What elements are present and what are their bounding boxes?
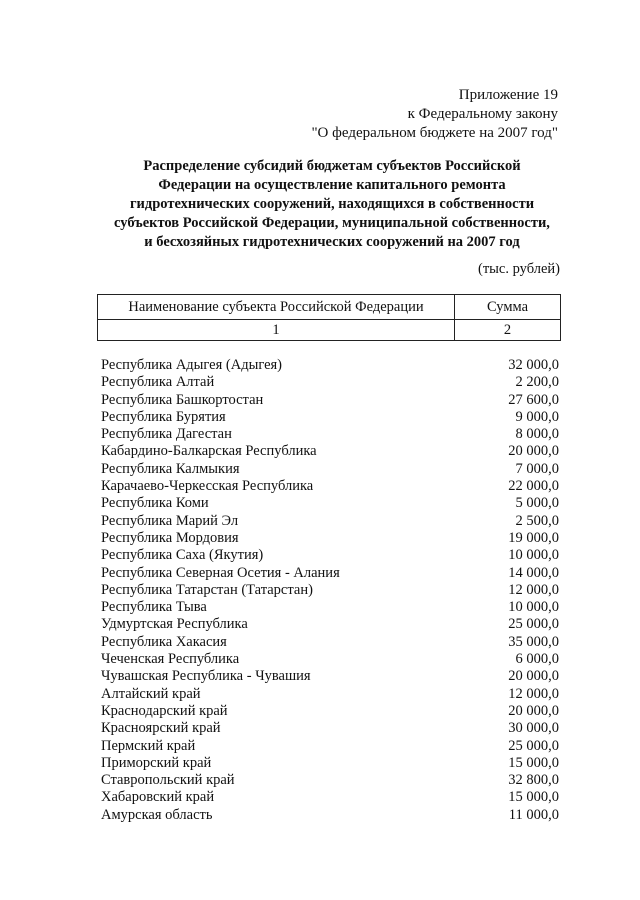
list-item bbox=[101, 392, 559, 409]
list-item bbox=[101, 634, 559, 651]
title-line: гидротехнических сооружений, находящихся в собственности bbox=[129, 196, 535, 212]
region-name: Алтайский край bbox=[101, 685, 201, 702]
list-item bbox=[101, 374, 559, 391]
subsidy-amount: 25 000,0 bbox=[508, 737, 559, 754]
subsidy-amount: 8 000,0 bbox=[515, 426, 559, 443]
region-name: Ставропольский край bbox=[101, 772, 235, 789]
document-title bbox=[90, 157, 574, 252]
column-header-amount: Сумма bbox=[455, 295, 561, 320]
region-name: Пермский край bbox=[101, 737, 196, 754]
appendix-header bbox=[311, 86, 558, 143]
region-name: Приморский край bbox=[101, 754, 212, 771]
subsidy-amount: 20 000,0 bbox=[508, 702, 559, 719]
table-header bbox=[97, 294, 561, 341]
region-name: Карачаево-Черкесская Республика bbox=[101, 478, 314, 495]
list-item bbox=[101, 668, 559, 685]
subsidy-amount: 6 000,0 bbox=[515, 651, 559, 668]
list-item bbox=[101, 720, 559, 737]
list-item bbox=[101, 357, 559, 374]
list-item bbox=[101, 807, 559, 824]
list-item bbox=[101, 547, 559, 564]
subsidy-amount: 20 000,0 bbox=[508, 443, 559, 460]
region-name: Амурская область bbox=[101, 806, 213, 823]
region-name: Чувашская Республика - Чувашия bbox=[101, 668, 311, 685]
region-name: Республика Коми bbox=[101, 495, 209, 512]
region-name: Республика Саха (Якутия) bbox=[101, 547, 264, 564]
region-name: Республика Бурятия bbox=[101, 408, 226, 425]
subsidy-amount: 35 000,0 bbox=[508, 633, 559, 650]
region-name: Чеченская Республика bbox=[101, 651, 240, 668]
list-item bbox=[101, 530, 559, 547]
subsidy-amount: 12 000,0 bbox=[508, 685, 559, 702]
region-name: Республика Дагестан bbox=[101, 426, 232, 443]
list-item bbox=[101, 582, 559, 599]
subsidy-amount: 19 000,0 bbox=[508, 529, 559, 546]
list-item bbox=[101, 495, 559, 512]
subsidy-amount: 10 000,0 bbox=[508, 547, 559, 564]
subsidy-amount: 20 000,0 bbox=[508, 668, 559, 685]
subsidy-amount: 12 000,0 bbox=[508, 581, 559, 598]
title-line: субъектов Российской Федерации, муниципальной собственности, bbox=[114, 215, 550, 231]
subsidy-amount: 22 000,0 bbox=[508, 478, 559, 495]
list-item bbox=[101, 478, 559, 495]
region-name: Республика Мордовия bbox=[101, 529, 239, 546]
region-name: Удмуртская Республика bbox=[101, 616, 248, 633]
subsidy-amount: 25 000,0 bbox=[508, 616, 559, 633]
list-item bbox=[101, 565, 559, 582]
title-line: и бесхозяйных гидротехнических сооружений на 2007 год bbox=[144, 234, 520, 250]
region-name: Республика Татарстан (Татарстан) bbox=[101, 581, 313, 598]
subsidy-amount: 14 000,0 bbox=[508, 564, 559, 581]
column-header-name: Наименование субъекта Российской Федерации bbox=[98, 295, 455, 320]
region-name: Республика Хакасия bbox=[101, 633, 227, 650]
region-name: Республика Адыгея (Адыгея) bbox=[101, 357, 283, 373]
list-item bbox=[101, 513, 559, 530]
subsidy-amount: 15 000,0 bbox=[508, 754, 559, 771]
list-item bbox=[101, 461, 559, 478]
list-item bbox=[101, 599, 559, 616]
list-item bbox=[101, 755, 559, 772]
subsidy-amount: 27 600,0 bbox=[508, 391, 559, 408]
column-number-amount: 2 bbox=[455, 320, 561, 341]
list-item bbox=[101, 426, 559, 443]
subsidy-list bbox=[101, 357, 559, 824]
column-number-name: 1 bbox=[98, 320, 455, 341]
subsidy-amount: 2 500,0 bbox=[515, 512, 559, 529]
region-name: Красноярский край bbox=[101, 720, 221, 737]
region-name: Республика Калмыкия bbox=[101, 460, 240, 477]
title-line: Распределение субсидий бюджетам субъектов Российской bbox=[143, 158, 521, 174]
region-name: Краснодарский край bbox=[101, 702, 228, 719]
list-item bbox=[101, 651, 559, 668]
subsidy-amount: 7 000,0 bbox=[515, 460, 559, 477]
subsidy-amount: 9 000,0 bbox=[515, 408, 559, 425]
subsidy-amount: 32 800,0 bbox=[508, 772, 559, 789]
list-item bbox=[101, 616, 559, 633]
subsidy-amount: 5 000,0 bbox=[515, 495, 559, 512]
appendix-number: Приложение 19 bbox=[458, 87, 558, 103]
list-item bbox=[101, 738, 559, 755]
appendix-law-ref: к Федеральному закону bbox=[407, 106, 558, 122]
region-name: Кабардино-Балкарская Республика bbox=[101, 443, 317, 460]
subsidy-amount: 2 200,0 bbox=[515, 374, 559, 391]
list-item bbox=[101, 703, 559, 720]
list-item bbox=[101, 686, 559, 703]
list-item bbox=[101, 789, 559, 806]
region-name: Республика Башкортостан bbox=[101, 391, 264, 408]
list-item bbox=[101, 443, 559, 460]
region-name: Республика Северная Осетия - Алания bbox=[101, 564, 340, 581]
region-name: Республика Марий Эл bbox=[101, 512, 239, 529]
appendix-law-title: "О федеральном бюджете на 2007 год" bbox=[311, 125, 558, 141]
units-label: (тыс. рублей) bbox=[478, 261, 560, 277]
region-name: Республика Алтай bbox=[101, 374, 215, 391]
subsidy-amount: 15 000,0 bbox=[508, 789, 559, 806]
subsidy-amount: 10 000,0 bbox=[508, 599, 559, 616]
subsidy-amount: 11 000,0 bbox=[508, 806, 559, 823]
subsidy-amount: 32 000,0 bbox=[508, 357, 559, 373]
list-item bbox=[101, 409, 559, 426]
title-line: Федерации на осуществление капитального ремонта bbox=[158, 177, 506, 193]
region-name: Хабаровский край bbox=[101, 789, 215, 806]
subsidy-amount: 30 000,0 bbox=[508, 720, 559, 737]
region-name: Республика Тыва bbox=[101, 599, 207, 616]
list-item bbox=[101, 772, 559, 789]
